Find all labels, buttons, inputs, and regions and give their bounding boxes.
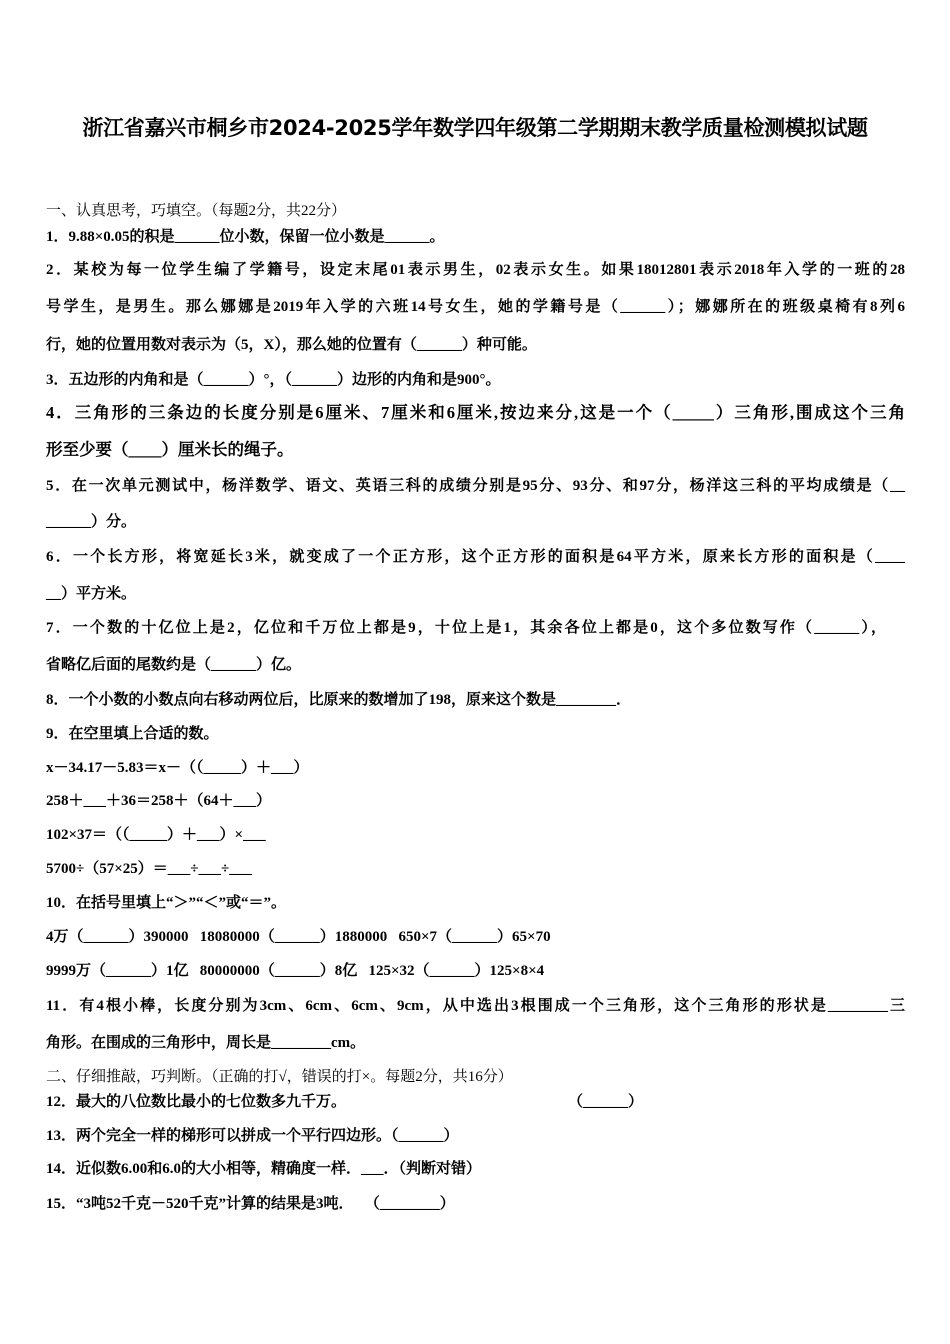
question-11-line-2: 角形。在围成的三角形中，周长是________cm。 [46, 1035, 366, 1051]
question-4-line-1: 4．三角形的三条边的长度分别是6厘米、7厘米和6厘米,按边来分,这是一个（_____）三角形,围成这个三角 [46, 403, 905, 422]
question-8: 8．一个小数的小数点向右移动两位后，比原来的数增加了198，原来这个数是________． [46, 692, 632, 708]
question-5-line-2: ______）分。 [46, 514, 137, 530]
section-heading-fill-blank: 一、认真思考，巧填空。（每题2分，共22分） [46, 203, 347, 219]
question-12-answer-blank: （______） [568, 1094, 644, 1110]
question-9-item-3: 102×37＝（（_____）＋___）×___ [46, 827, 266, 843]
question-6-line-2: __）平方米。 [46, 586, 137, 602]
page-title: 浙江省嘉兴市桐乡市2024-2025学年数学四年级第二学期期末教学质量检测模拟试题 [82, 116, 868, 140]
question-7-line-1: 7．一个数的十亿位上是2，亿位和千万位上都是9，十位上是1，其余各位上都是0，这个多位数写作（______）， [46, 620, 886, 636]
question-9-item-2: 258＋___＋36＝258＋（64＋___） [46, 793, 272, 809]
question-10-item-1: 4万（______）390000 18080000（______）1880000 650×7（______）65×70 [46, 929, 551, 945]
question-14: 14．近似数6.00和6.0的大小相等，精确度一样．___．（判断对错） [46, 1161, 482, 1177]
section-heading-judgement: 二、仔细推敲，巧判断。（正确的打√，错误的打×。每题2分，共16分） [46, 1069, 513, 1085]
question-1: 1．9.88×0.05的积是______位小数，保留一位小数是______。 [46, 229, 445, 245]
question-9-item-4: 5700÷（57×25）＝___÷___÷___ [46, 861, 252, 877]
question-2-line-2: 号学生，是男生。那么娜娜是2019年入学的六班14号女生，她的学籍号是（______）；娜娜所在的班级桌椅有8列6 [46, 299, 905, 315]
question-10: 10．在括号里填上“＞”“＜”或“＝”。 [46, 895, 287, 911]
question-5-line-1: 5．在一次单元测试中，杨洋数学、语文、英语三科的成绩分别是95分、93分、和97分，杨洋这三科的平均成绩是（__ [46, 478, 905, 494]
question-7-line-2: 省略亿后面的尾数约是（______）亿。 [46, 657, 302, 673]
question-12: 12．最大的八位数比最小的七位数多九千万。 [46, 1094, 347, 1110]
question-9: 9．在空里填上合适的数。 [46, 726, 219, 742]
question-4-line-2: 形至少要（____）厘米长的绳子。 [46, 440, 294, 459]
question-6-line-1: 6．一个长方形，将宽延长3米，就变成了一个正方形，这个正方形的面积是64平方米，原来长方形的面积是（____ [46, 549, 905, 565]
question-2-line-1: 2．某校为每一位学生编了学籍号，设定末尾01表示男生，02表示女生。如果18012801表示2018年入学的一班的28 [46, 262, 905, 278]
question-3: 3．五边形的内角和是（______）°，（______）边形的内角和是900°。 [46, 372, 501, 388]
question-13: 13．两个完全一样的梯形可以拼成一个平行四边形。（______） [46, 1128, 459, 1144]
question-15: 15．“3吨52千克－520千克”计算的结果是3吨． （________） [46, 1196, 455, 1212]
question-10-item-2: 9999万（______）1亿 80000000（______）8亿 125×32（______）125×8×4 [46, 963, 545, 979]
question-2-line-3: 行，她的位置用数对表示为（5，X），那么她的位置有（______）种可能。 [46, 337, 537, 353]
question-9-item-1: x－34.17－5.83＝x－（（_____）＋___） [46, 760, 309, 776]
question-11-line-1: 11．有4根小棒，长度分别为3cm、6cm、6cm、9cm，从中选出3根围成一个三角形，这个三角形的形状是________三 [46, 998, 905, 1014]
